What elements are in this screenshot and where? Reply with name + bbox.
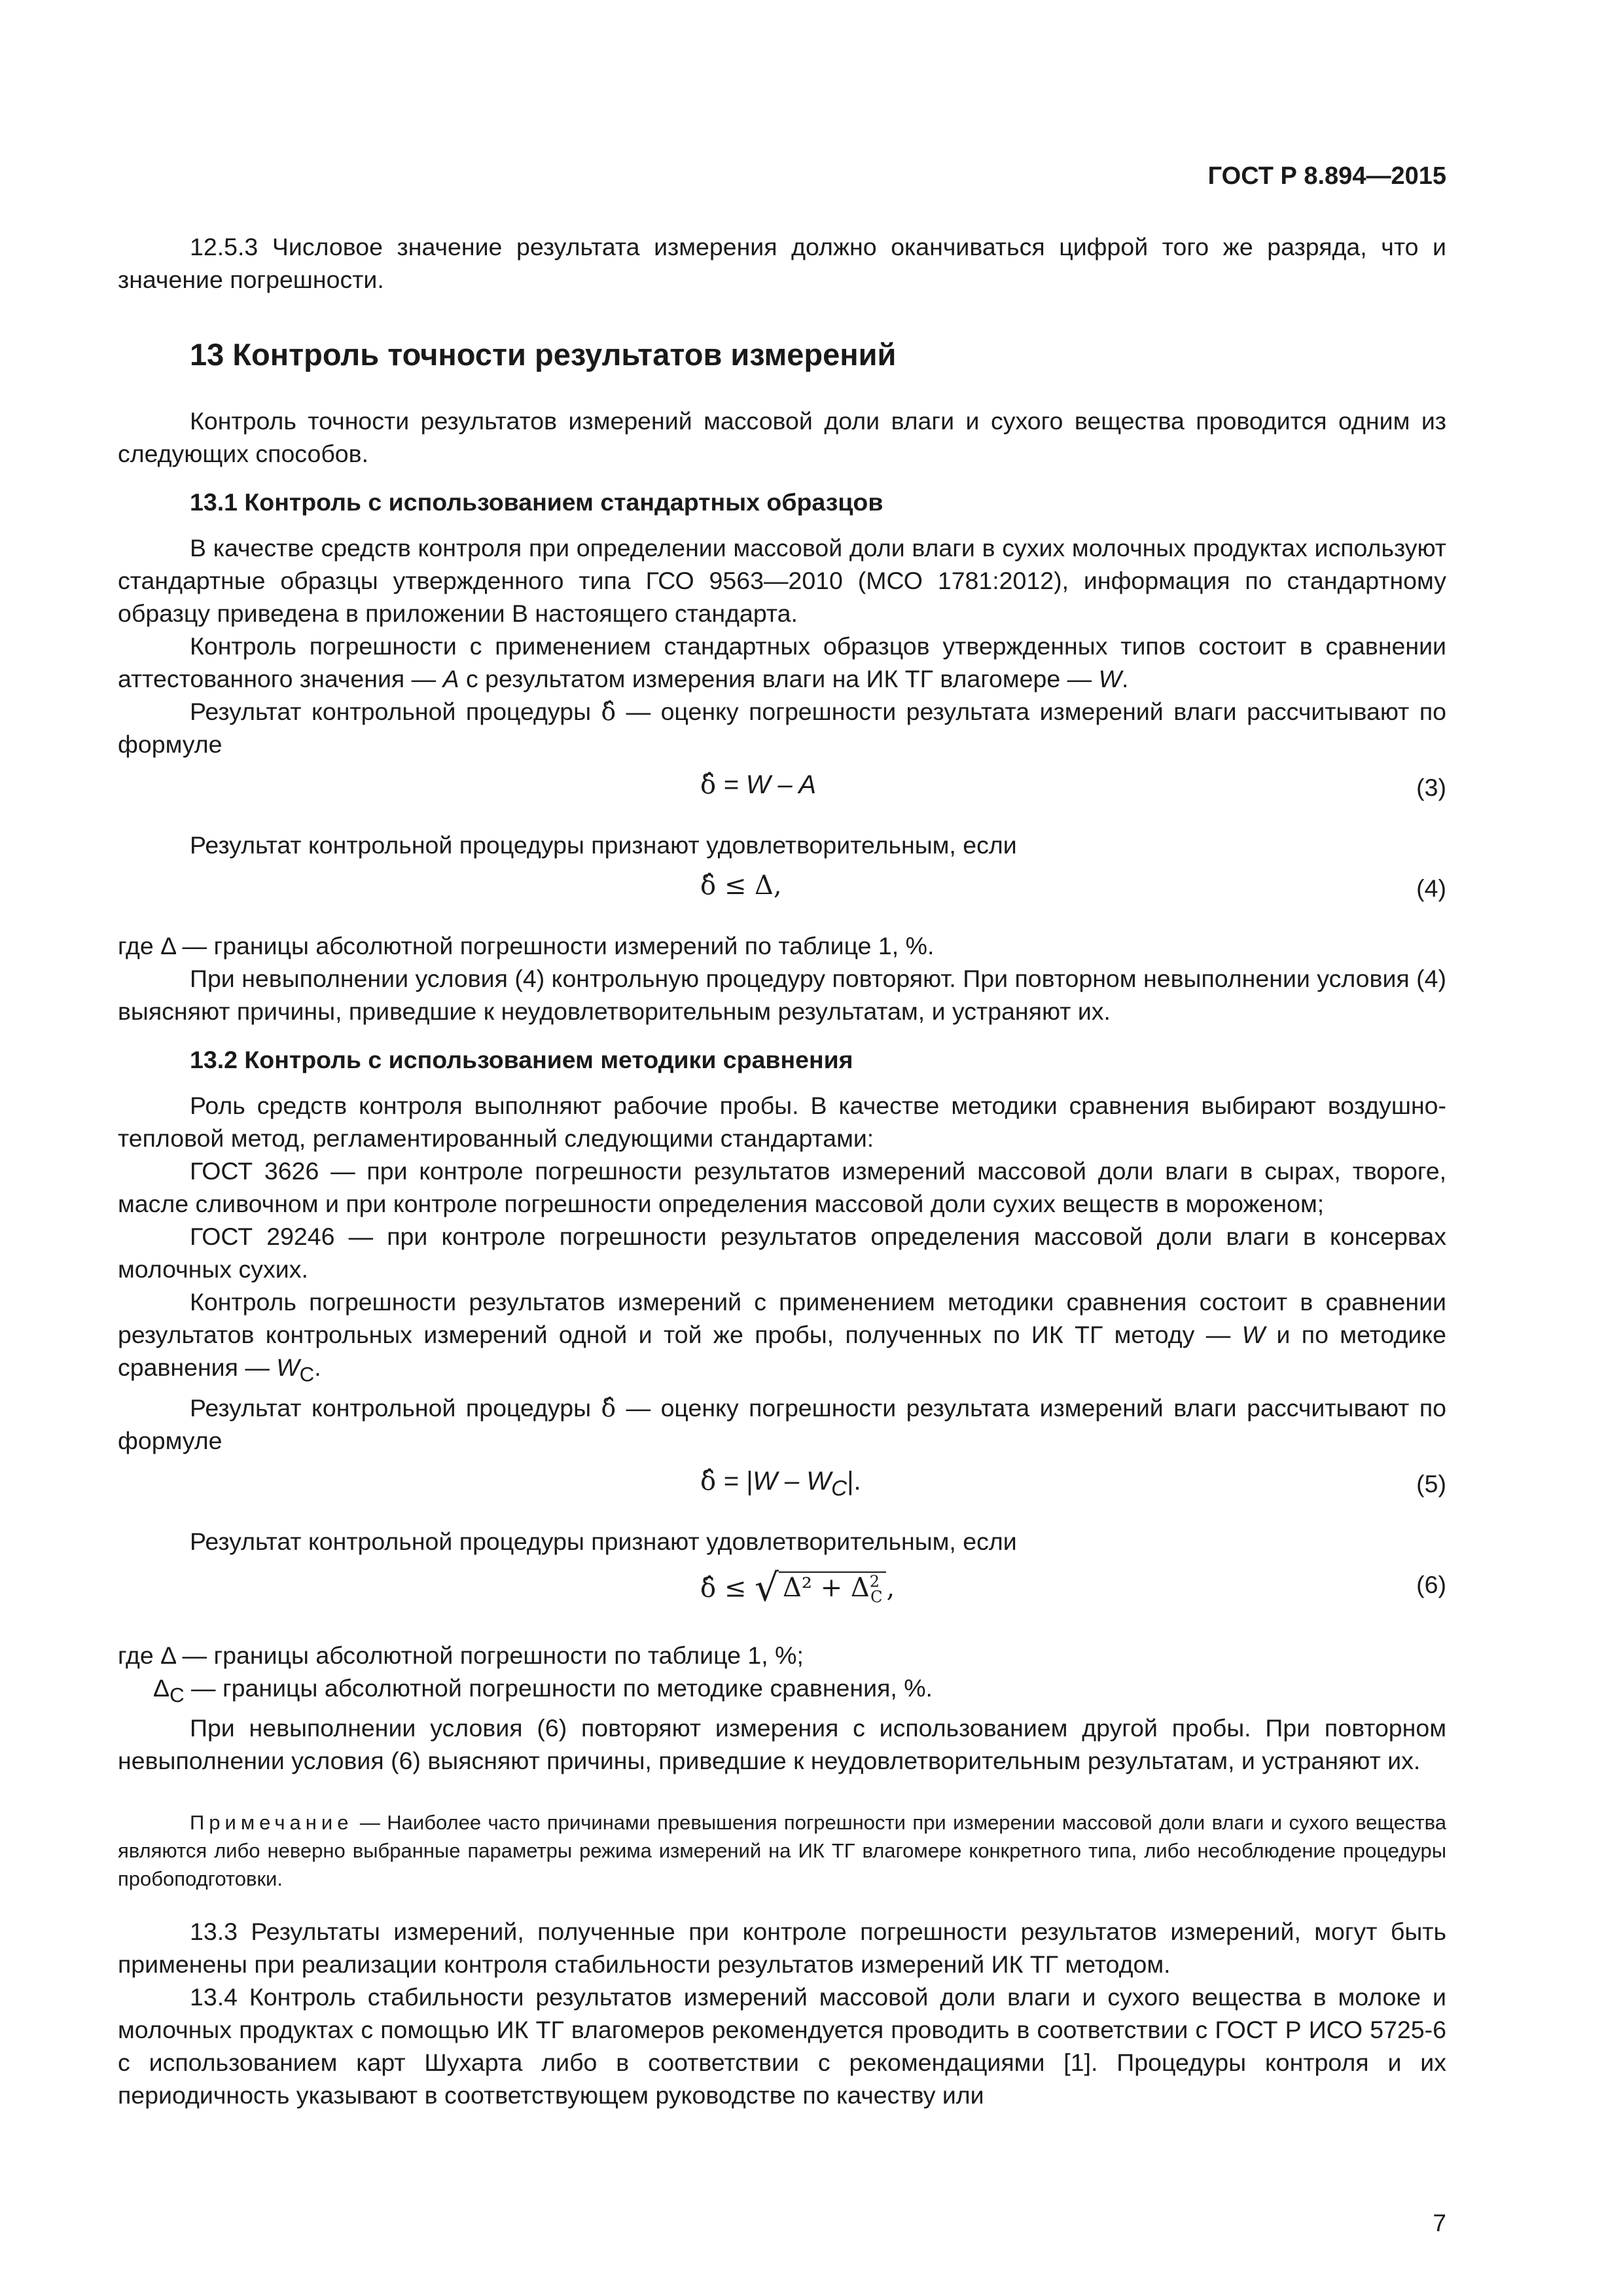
s13-2-where-clause-1: где Δ — границы абсолютной погрешности по таблице 1, %; [118, 1641, 804, 1669]
square-root-sign: √ [755, 1564, 779, 1609]
paragraph-13-4: 13.4 Контроль стабильности результатов измерений массовой доли влаги и сухого вещества в молоке и молочных продуктах с помощью ИК ТГ влагомеров рекомендуется проводить в соответствии с ГОСТ Р ИСО 5725-6 с использованием карт Шухарта либо в соответствии с рекомендациями [1]. Процедуры контроля и их периодичность указывают в соответствующем руководстве по качеству или [118, 1983, 1446, 2109]
document-body [118, 230, 1446, 2111]
delta-hat-symbol: δ̂ [700, 770, 717, 800]
formula-5-body: δ̂ = $|W - W_C|$. [700, 1465, 861, 1501]
s13-2-where-clause-2: $\Delta_C$ — границы абсолютной погрешности по методике сравнения, %. [153, 1674, 933, 1706]
s13-2-paragraph-4: Контроль погрешности результатов измерений с применением методики сравнения состоит в сравнении результатов контрольных измерений одной и той же пробы, полученных по ИК ТГ методу — W и по методике сравнения — $W_C$. [118, 1288, 1446, 1386]
s13-2-paragraph-7: При невыполнении условия (6) повторяют измерения с использованием другой пробы. При повторном невыполнении условия (6) выясняют причины, приведшие к неудовлетворительным результатам, и устраняют их. [118, 1714, 1446, 1774]
formula-5-number: (5) [1416, 1469, 1446, 1498]
s13-1-paragraph-2: Контроль погрешности с применением стандартных образцов утвержденных типов состоит в сравнении аттестованного значения — A с результатом измерения влаги на ИК ТГ влагомере — W. [118, 632, 1446, 692]
note [118, 1808, 1446, 1893]
delta-hat-symbol: δ̂ [700, 1465, 717, 1496]
s13-1-where-clause: где Δ — границы абсолютной погрешности измерений по таблице 1, %. [118, 932, 935, 960]
formula-4-body: δ̂ ≤ Δ, [700, 870, 782, 901]
formula-5 [118, 1465, 1446, 1513]
s13-1-paragraph-5: При невыполнении условия (4) контрольную процедуру повторяют. При повторном невыполнении условия (4) выясняют причины, приведшие к неудовлетворительным результатам, и устраняют их. [118, 965, 1446, 1025]
note-label: Примечание [190, 1811, 353, 1834]
s13-2-paragraph-2: ГОСТ 3626 — при контроле погрешности результатов измерений массовой доли влаги в сырах, твороге, масле сливочном и при контроле погрешности определения массовой доли сухих веществ в мороженом; [118, 1157, 1446, 1217]
paragraph-12-5-3: 12.5.3 Числовое значение результата измерения должно оканчиваться цифрой того же разряда, что и значение погрешности. [118, 233, 1446, 293]
page-number: 7 [1433, 2210, 1446, 2236]
section-13-intro: Контроль точности результатов измерений массовой доли влаги и сухого вещества проводится одним из следующих способов. [118, 407, 1446, 467]
subsection-13-1-title: 13.1 Контроль с использованием стандартных образцов [190, 488, 883, 516]
s13-1-paragraph-1: В качестве средств контроля при определении массовой доли влаги в сухих молочных продуктах используют стандартные образцы утвержденного типа ГСО 9563—2010 (МСО 1781:2012), информация по стандартному образцу приведена в приложении В настоящего стандарта. [118, 534, 1446, 627]
section-13-title: 13 Контроль точности результатов измерений [190, 337, 897, 372]
delta-hat-symbol: δ̂ [700, 870, 717, 901]
document-code: ГОСТ Р 8.894—2015 [1207, 162, 1446, 190]
subsection-13-2-title: 13.2 Контроль с использованием методики сравнения [190, 1046, 853, 1073]
formula-4 [118, 869, 1446, 918]
delta-hat-symbol: δ̂ [700, 1572, 717, 1603]
formula-4-number: (4) [1416, 874, 1446, 902]
formula-6-body: δ̂ ≤ √ $\Delta^2 + \Delta^2_C$ , [700, 1564, 895, 1609]
s13-1-paragraph-4: Результат контрольной процедуры признают удовлетворительным, если [190, 831, 1017, 859]
radicand: $\Delta^2 + \Delta^2_C$ [779, 1571, 886, 1603]
s13-2-paragraph-3: ГОСТ 29246 — при контроле погрешности результатов определения массовой доли влаги в консервах молочных сухих. [118, 1223, 1446, 1283]
s13-2-paragraph-6: Результат контрольной процедуры признают удовлетворительным, если [190, 1527, 1017, 1555]
formula-3-number: (3) [1416, 774, 1446, 801]
formula-3 [118, 768, 1446, 817]
note-text: — Наиболее часто причинами превышения погрешности при измерении массовой доли влаги и сухого вещества являются либо неверно выбранные параметры режима измерений на ИК ТГ влагомере конкретного типа, либо несоблюдение процедуры пробоподготовки. [118, 1811, 1446, 1890]
formula-6-number: (6) [1416, 1570, 1446, 1598]
document-page [118, 0, 1446, 2296]
s13-2-paragraph-1: Роль средств контроля выполняют рабочие пробы. В качестве методики сравнения выбирают воздушно-тепловой метод, регламентированный следующими стандартами: [118, 1092, 1446, 1152]
formula-6 [118, 1566, 1446, 1627]
s13-2-paragraph-5: Результат контрольной процедуры δ̂ — оценку погрешности результата измерений влаги рассчитывают по формуле [118, 1393, 1446, 1454]
s13-1-paragraph-3: Результат контрольной процедуры δ̂ — оценку погрешности результата измерений влаги рассчитывают по формуле [118, 697, 1446, 758]
paragraph-13-3: 13.3 Результаты измерений, полученные при контроле погрешности результатов измерений, могут быть применены при реализации контроля стабильности результатов измерений ИК ТГ методом. [118, 1918, 1446, 1978]
formula-3-body: δ̂ = W – A [700, 770, 817, 800]
